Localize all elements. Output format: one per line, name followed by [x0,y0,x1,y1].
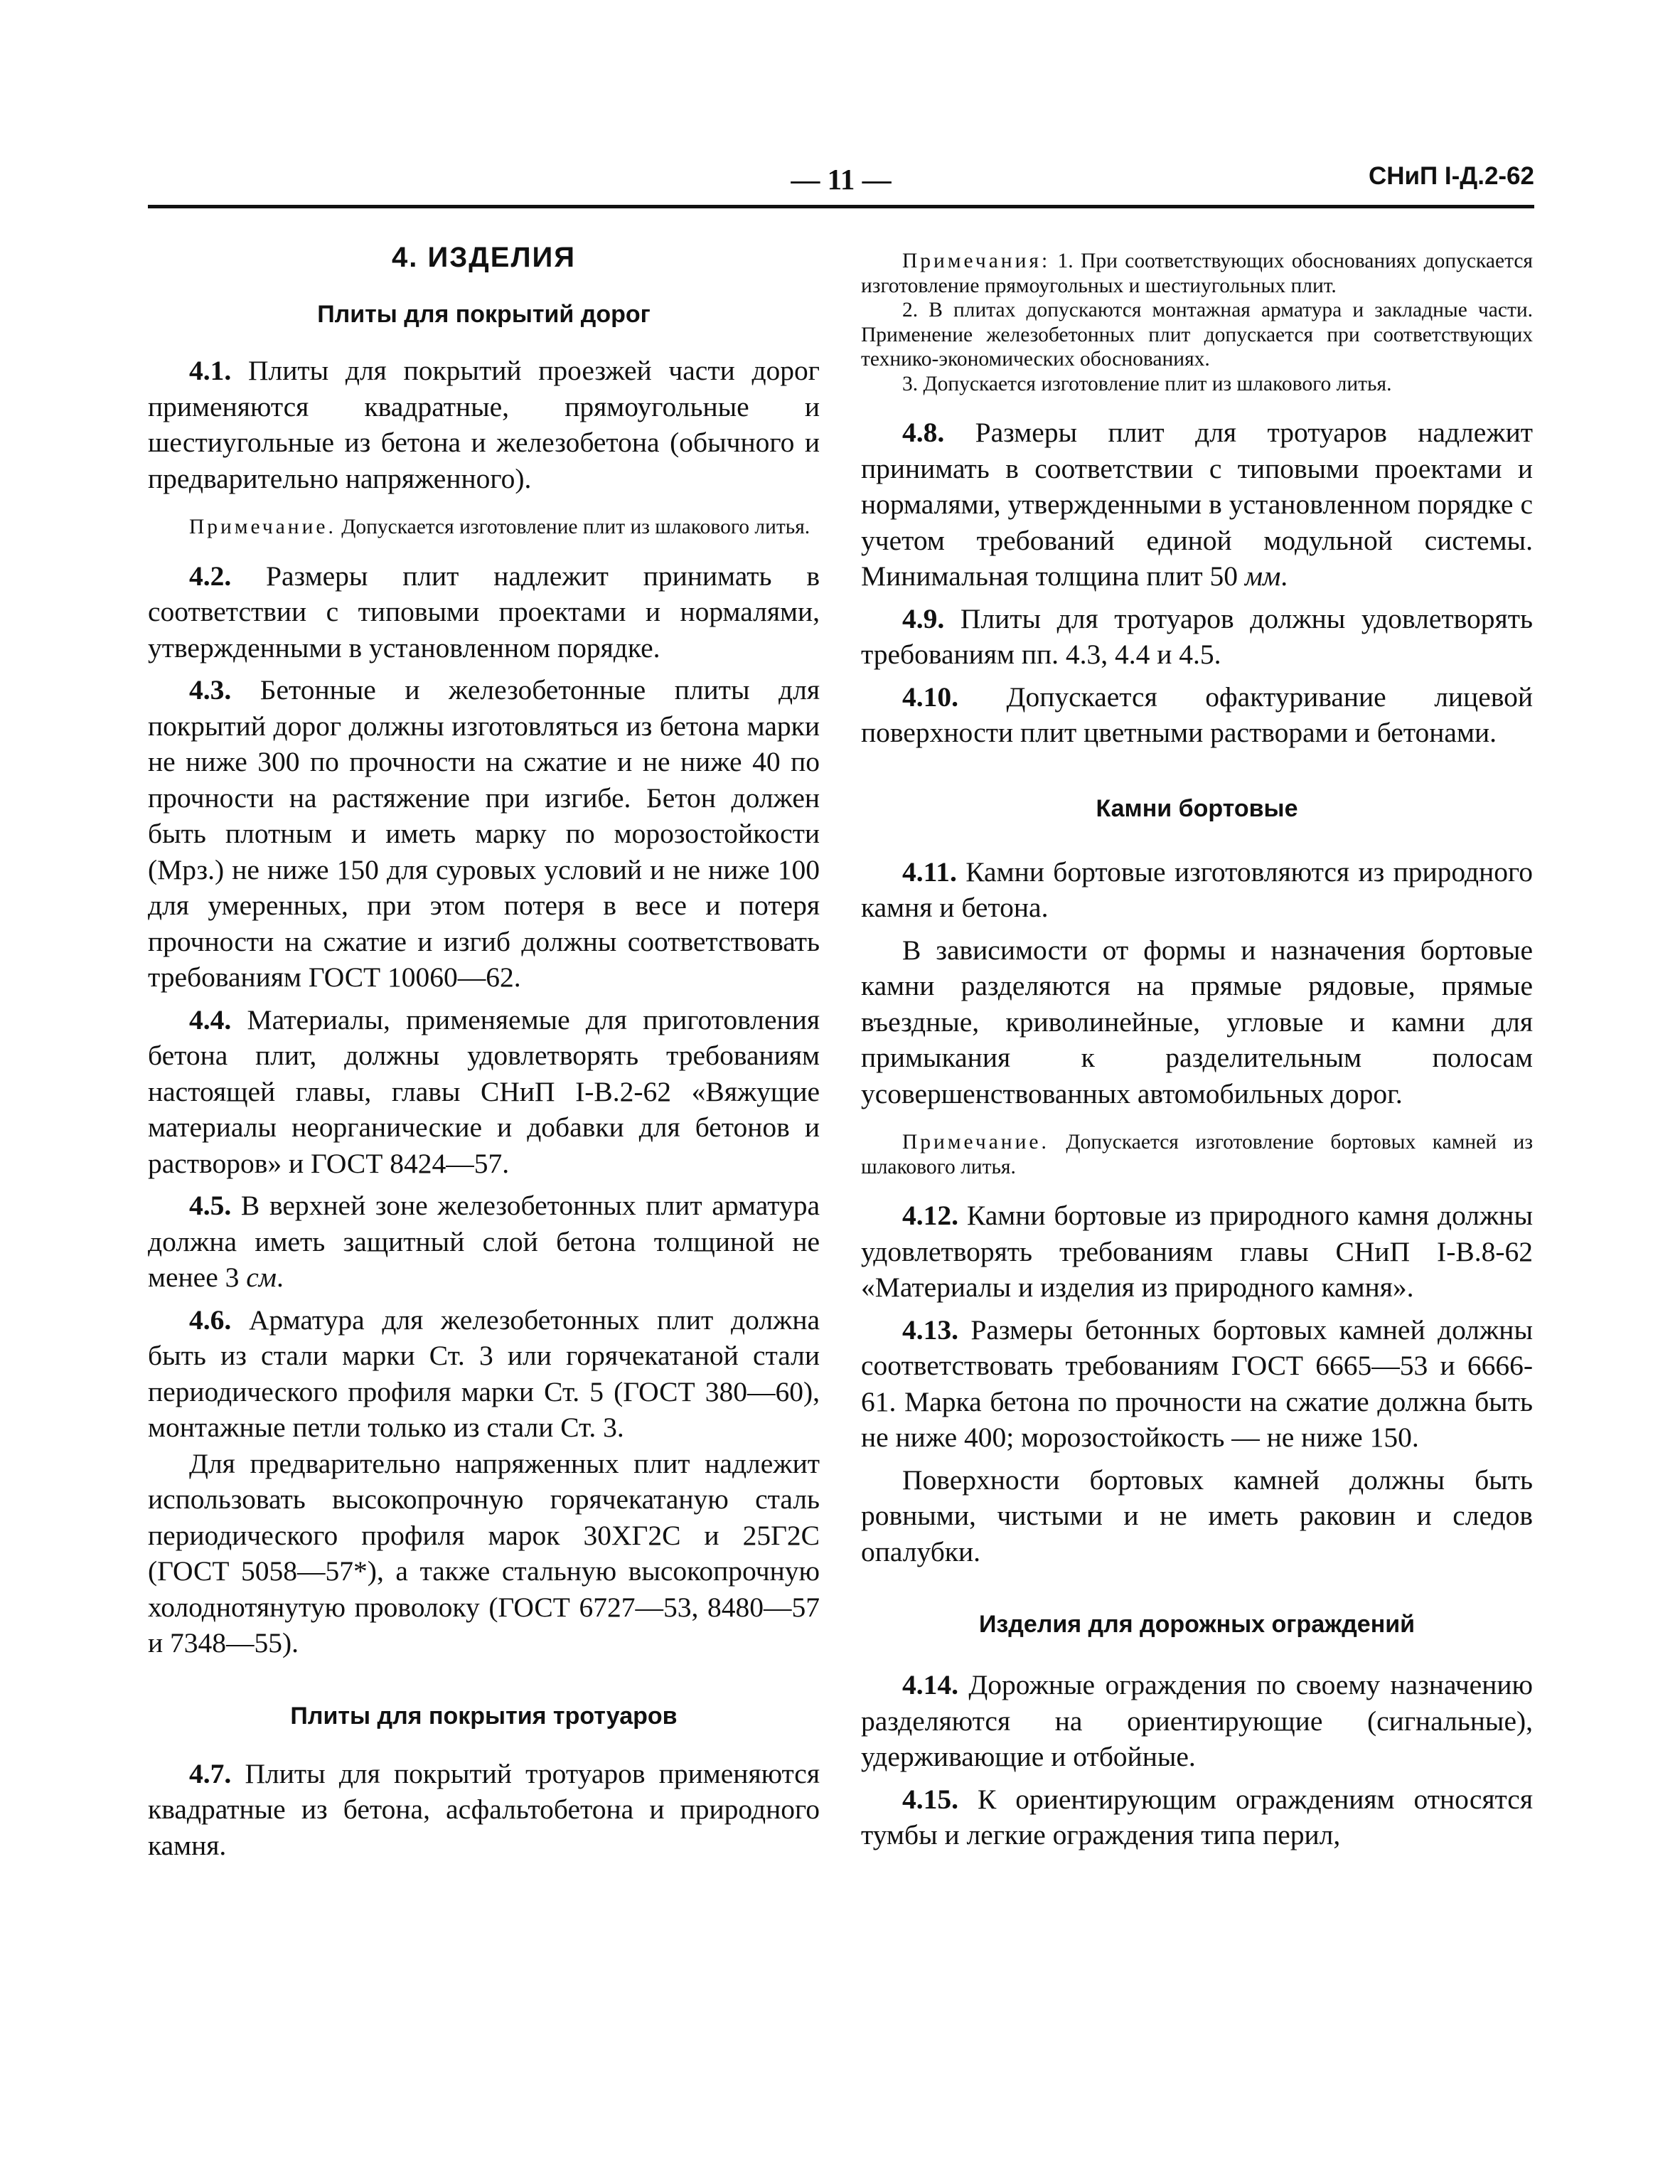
paragraph-4-8 [861,415,1533,595]
paragraph-4-6 [148,1302,820,1446]
note-text: Допускается изготовление плит из шлакового литья. [336,516,810,538]
paragraph-4-2 [148,558,820,666]
clause-number: 4.2. [189,560,232,592]
paragraph-text: Плиты для тротуаров должны удовлетворять требованиям пп. 4.3, 4.4 и 4.5. [861,602,1533,670]
subheading-road-barriers: Изделия для дорожных ограждений [978,1611,1416,1638]
paragraph-end: . [276,1262,284,1293]
note-label: Примечание. [902,1131,1049,1154]
clause-number: 4.3. [189,674,232,705]
note-label: Примечание. [189,516,336,538]
paragraph-4-15 [861,1781,1533,1853]
note-item-2: 2. В плитах допускаются монтажная арматура и закладные части. Применение железобетонных плит допускается при соответствующих технико-экономических обоснованиях. [861,299,1533,371]
note-4-11 [861,1130,1533,1179]
clause-number: 4.4. [189,1003,232,1035]
note-text: Допускается изготовление бортовых камней из шлакового литья. [861,1131,1533,1178]
paragraph-text: Плиты для покрытий проезжей части дорог применяются квадратные, прямоугольные и шестиугольные из бетона и железобетона (обычного и предварительно напряженного). [148,355,820,494]
unit-cm: см [246,1262,277,1293]
page-number: — 11 — [791,163,892,196]
paragraph-end: . [1280,560,1288,592]
clause-number: 4.11. [902,856,957,888]
paragraph-text: Материалы, применяемые для приготовления бетона плит, должны удовлетворять требованиям настоящей главы, главы СНиП I-В.2-62 «Вяжущие материалы неорганические и добавки для бетонов и растворов» и ГОСТ 8424—57. [148,1003,820,1179]
paragraph-text: Размеры бетонных бортовых камней должны соответствовать требованиям ГОСТ 6665—53 и 6666-61. Марка бетона по прочности на сжатие должна быть не ниже 400; морозостойкость — не ниже 150. [861,1314,1533,1453]
note-text: 1. При соответствующих обоснованиях допускается изготовление прямоугольных и шестиугольных плит. [861,250,1533,297]
paragraph-4-6-continued: Для предварительно напряженных плит надлежит использовать высокопрочную горячекатаную сталь периодического профиля марок 30ХГ2С и 25Г2С (ГОСТ 5058—57*), а также стальную высокопрочную холоднотянутую проволоку (ГОСТ 6727—53, 8480—57 и 7348—55). [148,1447,820,1658]
header-rule [148,205,1534,208]
notes-label: Примечания: [902,250,1051,272]
note-4-1 [148,515,820,540]
notes-block [861,249,1533,396]
note-item-3: 3. Допускается изготовление плит из шлакового литья. [902,372,1392,395]
clause-number: 4.14. [902,1669,958,1700]
paragraph-text: Размеры плит надлежит принимать в соответствии с типовыми проектами и нормалями, утвержденными в установленном порядке. [148,560,820,664]
clause-number: 4.10. [902,681,958,713]
paragraph-4-4 [148,1002,820,1182]
paragraph-text: В верхней зоне железобетонных плит арматура должна иметь защитный слой бетона толщиной не менее 3 [148,1190,820,1293]
unit-mm: мм [1244,560,1281,592]
right-column [861,249,1533,1853]
paragraph-text: Дорожные ограждения по своему назначению разделяются на ориентирующие (сигнальные), удерживающие и отбойные. [861,1669,1533,1772]
paragraph-text: Камни бортовые из природного камня должны удовлетворять требованиям главы СНиП I-В.8-62 «Материалы и изделия из природного камня». [861,1200,1533,1303]
paragraph-text: К ориентирующим ограждениям относятся тумбы и легкие ограждения типа перил, [861,1783,1533,1850]
clause-number: 4.13. [902,1314,958,1346]
paragraph-4-13-continued: Поверхности бортовых камней должны быть ровными, чистыми и не иметь раковин и следов опалубки. [861,1464,1533,1567]
subheading-sidewalk-plates: Плиты для покрытия тротуаров [290,1702,678,1730]
clause-number: 4.7. [189,1757,232,1789]
left-column [148,226,820,1863]
paragraph-text: Допускается офактуривание лицевой поверхности плит цветными растворами и бетонами. [861,681,1533,748]
subheading-curb-stones: Камни бортовые [1096,794,1298,822]
paragraph-4-13 [861,1312,1533,1456]
clause-number: 4.9. [902,602,945,634]
paragraph-4-14 [861,1667,1533,1775]
document-code: СНиП I-Д.2-62 [1368,162,1534,190]
paragraph-4-1 [148,353,820,496]
page-header [148,162,1534,205]
clause-number: 4.12. [902,1200,958,1231]
paragraph-4-9 [861,601,1533,673]
paragraph-4-3 [148,672,820,996]
paragraph-4-12 [861,1198,1533,1306]
paragraph-text: Размеры плит для тротуаров надлежит принимать в соответствии с типовыми проектами и нормалями, утвержденными в установленном порядке с учетом требований единой модульной системы. Минимальная толщина плит 50 [861,417,1533,592]
paragraph-4-7 [148,1756,820,1864]
subheading-road-plates: Плиты для покрытий дорог [317,301,651,328]
clause-number: 4.5. [189,1190,232,1221]
paragraph-text: Арматура для железобетонных плит должна быть из стали марки Ст. 3 или горячекатаной стали периодического профиля марки Ст. 5 (ГОСТ 380—60), монтажные петли только из стали Ст. 3. [148,1304,820,1443]
paragraph-text: Камни бортовые изготовляются из природного камня и бетона. [861,856,1533,923]
section-title: 4. ИЗДЕЛИЯ [391,242,577,273]
paragraph-4-10 [861,679,1533,751]
paragraph-text: Плиты для покрытий тротуаров применяются квадратные из бетона, асфальтобетона и природного камня. [148,1757,820,1861]
paragraph-4-11-continued: В зависимости от формы и назначения бортовые камни разделяются на прямые рядовые, прямые въездные, криволинейные, угловые и камни для примыкания к разделительным полосам усовершенствованных автомобильных дорог. [861,934,1533,1109]
paragraph-4-5 [148,1188,820,1296]
clause-number: 4.6. [189,1304,232,1336]
clause-number: 4.8. [902,417,945,448]
paragraph-text: Бетонные и железобетонные плиты для покрытий дорог должны изготовляться из бетона марки не ниже 300 по прочности на сжатие и не ниже 40 по прочности на растяжение при изгибе. Бетон должен быть плотным и иметь марку по морозостойкости (Мрз.) не ниже 150 для суровых условий и не ниже 100 для умеренных, при этом потеря в весе и потеря прочности на сжатие и изгиб должны соответствовать требованиям ГОСТ 10060—62. [148,674,820,993]
clause-number: 4.15. [902,1783,958,1815]
clause-number: 4.1. [189,355,232,386]
paragraph-4-11 [861,854,1533,926]
note-item-1 [861,249,1533,298]
